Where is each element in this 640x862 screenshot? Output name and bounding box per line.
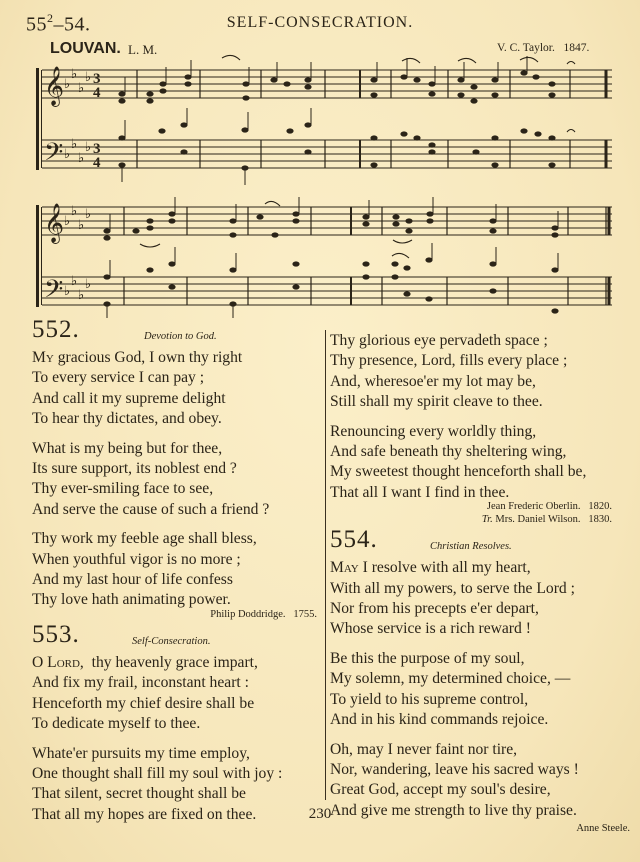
hymn-554-header bbox=[330, 526, 630, 558]
stanza: Oh, may I never faint nor tire, Nor, wandering, leave his sacred ways ! Great God, accept my soul's desire, And give me strength to live thy praise. bbox=[330, 740, 579, 819]
stanza: Be this the purpose of my soul, My solemn, my determined choice, — To yield to his supreme control, And in his kind commands rejoice. bbox=[330, 649, 571, 729]
svg-text:♭: ♭ bbox=[78, 81, 85, 96]
hymn-title: Christian Resolves. bbox=[430, 541, 512, 553]
hymn-553-header bbox=[32, 620, 317, 653]
stanza: Whate'er pursuits my time employ, One thought shall fill my soul with joy : That silent, secret thought shall be That all my hopes are fixed on thee. bbox=[32, 744, 283, 823]
svg-text:4: 4 bbox=[93, 155, 101, 171]
column-divider bbox=[325, 330, 326, 800]
hymn-author-credit: Jean Frederic Oberlin. 1820. Tr. Mrs. Daniel Wilson. 1830. bbox=[481, 501, 612, 526]
flat-icons bbox=[64, 67, 91, 303]
svg-text:3: 3 bbox=[93, 71, 101, 87]
svg-text:♭: ♭ bbox=[71, 274, 78, 289]
system-1-bass-staff bbox=[42, 140, 612, 168]
right-column bbox=[330, 331, 630, 841]
svg-text:♭: ♭ bbox=[85, 70, 92, 85]
svg-text:♭: ♭ bbox=[64, 214, 71, 229]
hymn-author-credit: Philip Doddridge. 1755. bbox=[210, 608, 317, 620]
stanza: Thy work my feeble age shall bless, When youthful vigor is no more ; And my last hour of life confess Thy love hath animating power. bbox=[32, 530, 257, 609]
stanza: O Lord, thy heavenly grace impart, And fix my frail, inconstant heart : Henceforth my chief desire shall be To dedicate myself to thee. bbox=[32, 653, 258, 733]
hymn-title: Self-Consecration. bbox=[132, 635, 211, 647]
hymn-number: 553. bbox=[32, 620, 80, 648]
treble-clef-icon: 𝄞 bbox=[44, 203, 65, 243]
hymn-552-header bbox=[32, 316, 317, 348]
svg-text:♭: ♭ bbox=[71, 137, 78, 152]
hymn-title: Devotion to God. bbox=[144, 331, 217, 342]
svg-text:♭: ♭ bbox=[78, 218, 85, 233]
stanza: Thy glorious eye pervadeth space ; Thy presence, Lord, fills every place ; And, wheresoe'er my lot may be, Still shall my spirit cleave to thee. bbox=[330, 332, 568, 411]
stanza: What is my being but for thee, Its sure support, its noblest end ? Thy ever-smiling face to see, And serve the cause of such a friend ? bbox=[32, 439, 270, 518]
left-column bbox=[32, 316, 317, 834]
treble-clef-icon: 𝄞 bbox=[44, 66, 65, 106]
page-number: 230 bbox=[308, 806, 332, 822]
svg-text:♭: ♭ bbox=[64, 147, 71, 162]
svg-text:4: 4 bbox=[93, 85, 101, 101]
stanza: My gracious God, I own thy right To every service I can pay ; And call it my supreme delight To hear thy dictates, and obey. bbox=[32, 349, 243, 428]
stanza: May I resolve with all my heart, With all my powers, to serve the Lord ; Nor from his precepts e'er depart, Whose service is a rich reward ! bbox=[330, 559, 575, 638]
bass-clef-icon: 𝄢 bbox=[44, 275, 64, 310]
svg-text:♭: ♭ bbox=[85, 277, 92, 292]
svg-text:♭: ♭ bbox=[78, 288, 85, 303]
page-heading: SELF-CONSECRATION. bbox=[226, 14, 414, 31]
svg-text:♭: ♭ bbox=[71, 67, 78, 82]
svg-text:♭: ♭ bbox=[78, 151, 85, 166]
stanza: Renouncing every worldly thing, And safe beneath thy sheltering wing, My sweetest thought henceforth shall be, That all I want I find in thee. bbox=[330, 422, 587, 501]
svg-text:♭: ♭ bbox=[85, 140, 92, 155]
tune-meter: L. M. bbox=[128, 42, 158, 57]
svg-text:♭: ♭ bbox=[85, 207, 92, 222]
hymn-number: 552. bbox=[32, 316, 80, 343]
bass-clef-icon: 𝄢 bbox=[44, 138, 64, 173]
music-score bbox=[0, 0, 640, 320]
svg-text:♭: ♭ bbox=[71, 204, 78, 219]
svg-text:♭: ♭ bbox=[64, 77, 71, 92]
svg-text:♭: ♭ bbox=[64, 284, 71, 299]
system-2-treble-staff bbox=[42, 207, 612, 235]
hymn-number: 554. bbox=[330, 526, 378, 554]
tune-name: LOUVAN. bbox=[50, 40, 121, 57]
tune-composer: V. C. Taylor. 1847. bbox=[497, 42, 590, 54]
svg-text:3: 3 bbox=[93, 141, 101, 157]
system-2-bass-staff bbox=[42, 277, 612, 305]
hymn-author-credit: Anne Steele. bbox=[576, 823, 630, 835]
hymn-range-number: $55^2-54$. bbox=[26, 11, 91, 36]
